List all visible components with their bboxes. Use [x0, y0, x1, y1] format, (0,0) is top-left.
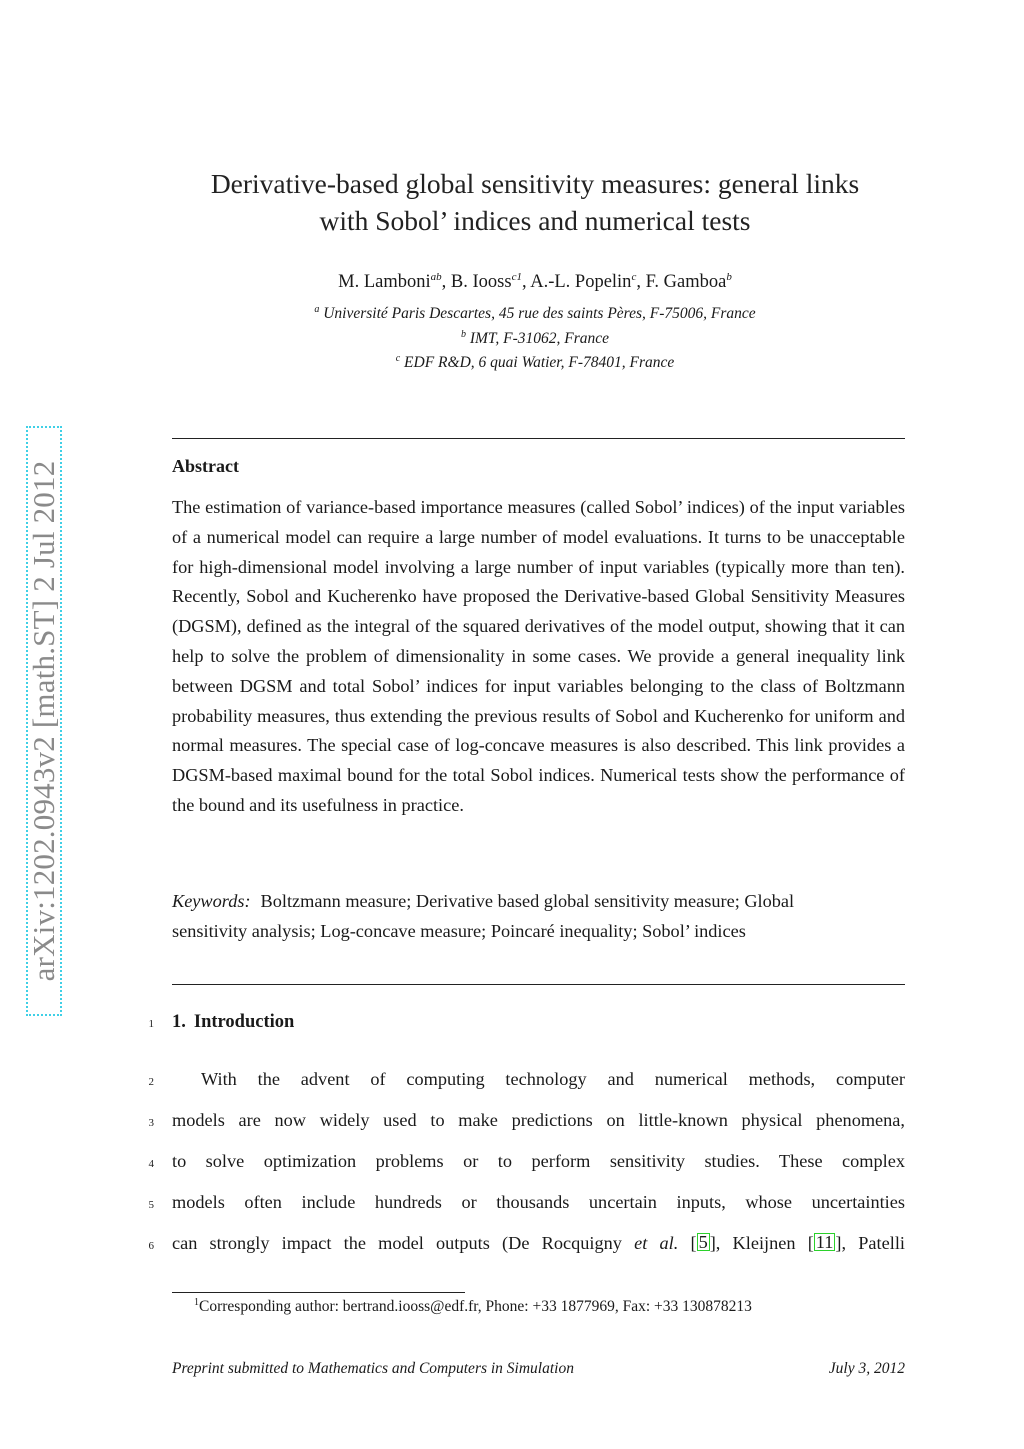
- body-line-3: models are now widely used to make predictions on little-known physical phenomena,: [172, 1110, 905, 1130]
- affiliation-line: [140, 349, 930, 374]
- abstract-top-rule: [172, 438, 905, 439]
- author-superscript: b: [726, 271, 732, 283]
- affiliation-text: IMT, F-31062, France: [469, 329, 610, 347]
- body-line-2: With the advent of computing technology and numerical methods, computer: [201, 1069, 905, 1089]
- abstract-text: The estimation of variance-based importance measures (called Sobol’ indices) of the input variables of a numerical model can require a large number of model evaluations. It turns to be unacceptable for high-dimensional model involving a large number of input variables (typically more than ten). Recently, Sobol and Kucherenko have proposed the Derivative-based Global Sensitivity Measures (DGSM), defined as the integral of the squared derivatives of the model output, showing that it can help to solve the problem of dimensionality in some cases. We provide a general inequality link between DGSM and total Sobol’ indices for input variables belonging to the class of Boltzmann probability measures, thus extending the previous results of Sobol and Kucherenko for uniform and normal measures. The special case of log-concave measures is also described. This link provides a DGSM-based maximal bound for the total Sobol indices. Numerical tests show the performance of the bound and its usefulness in practice.: [172, 497, 905, 815]
- affiliation-text: EDF R&D, 6 quai Watier, F-78401, France: [404, 354, 675, 372]
- author-name: F. Gamboa: [645, 272, 727, 293]
- et-al: et al.: [634, 1233, 679, 1253]
- footnote: [194, 1297, 752, 1316]
- author-superscript: c1: [511, 271, 522, 283]
- abstract-bottom-rule: [172, 984, 905, 985]
- affiliation-text: Université Paris Descartes, 45 rue des saints Pères, F-75006, France: [323, 305, 756, 323]
- body-line-4: to solve optimization problems or to perform sensitivity studies. These complex: [172, 1151, 905, 1171]
- author-name: M. Lamboni: [338, 272, 431, 293]
- abstract-heading: Abstract: [172, 456, 239, 476]
- line-number: 1: [148, 1018, 154, 1030]
- paper-title: [140, 165, 930, 239]
- line-number: 4: [148, 1158, 154, 1170]
- line-number: 3: [148, 1117, 154, 1129]
- keywords-block: [172, 886, 862, 946]
- citation-link[interactable]: 11: [815, 1232, 834, 1252]
- affiliation-mark: c: [395, 353, 401, 365]
- line-number: 2: [148, 1076, 154, 1088]
- affiliation-line: [140, 325, 930, 350]
- affiliation-mark: b: [460, 328, 466, 340]
- body-text: , Patelli: [841, 1233, 905, 1253]
- footer-journal: Preprint submitted to Mathematics and Computers in Simulation: [172, 1360, 574, 1377]
- section-number: 1.: [172, 1012, 186, 1032]
- title-line-2: with Sobol’ indices and numerical tests: [319, 205, 751, 236]
- citation-link[interactable]: 5: [698, 1232, 708, 1252]
- body-line-6: can strongly impact the model outputs (De Rocquigny et al. [ 5 ], Kleijnen [ 11 ], Patelli: [172, 1232, 905, 1253]
- affiliation-line: [140, 300, 930, 325]
- author-name: A.-L. Popelin: [530, 272, 632, 293]
- affiliation-mark: a: [314, 304, 320, 315]
- arxiv-identifier[interactable]: arXiv:1202.0943v2 [math.ST] 2 Jul 2012: [26, 460, 61, 982]
- author-list: M. Lamboni$^{ab}$, B. Iooss$^{c1}$, A.-L. Popelin$^c$, F. Gamboa$^b$: [338, 271, 732, 293]
- title-line-1: Derivative-based global sensitivity measures: general links: [210, 168, 860, 199]
- line-number: 5: [148, 1199, 154, 1211]
- author-superscript: c: [631, 271, 637, 283]
- keywords-text: Boltzmann measure; Derivative based global sensitivity measure; Global sensitivity analysis; Log-concave measure; Poincaré inequality; Sobol’ indices: [172, 891, 795, 941]
- footer-date: July 3, 2012: [828, 1360, 905, 1377]
- keywords-label: Keywords:: [172, 891, 251, 911]
- footnote-mark: 1: [194, 1297, 199, 1308]
- footnote-rule: [172, 1292, 465, 1293]
- body-text: can strongly impact the model outputs (De Rocquigny: [172, 1233, 635, 1253]
- section-title-text: Introduction: [193, 1012, 295, 1032]
- body-text: , Kleijnen: [715, 1233, 808, 1253]
- affiliations: [140, 300, 930, 374]
- author-name: B. Iooss: [450, 272, 512, 293]
- author-superscript: ab: [430, 271, 442, 283]
- section-heading: [172, 1012, 294, 1033]
- body-line-5: models often include hundreds or thousands uncertain inputs, whose uncertainties: [172, 1192, 905, 1212]
- line-number: 6: [148, 1240, 154, 1252]
- footnote-text: Corresponding author: bertrand.iooss@edf.fr, Phone: +33 1877969, Fax: +33 130878213: [199, 1298, 752, 1316]
